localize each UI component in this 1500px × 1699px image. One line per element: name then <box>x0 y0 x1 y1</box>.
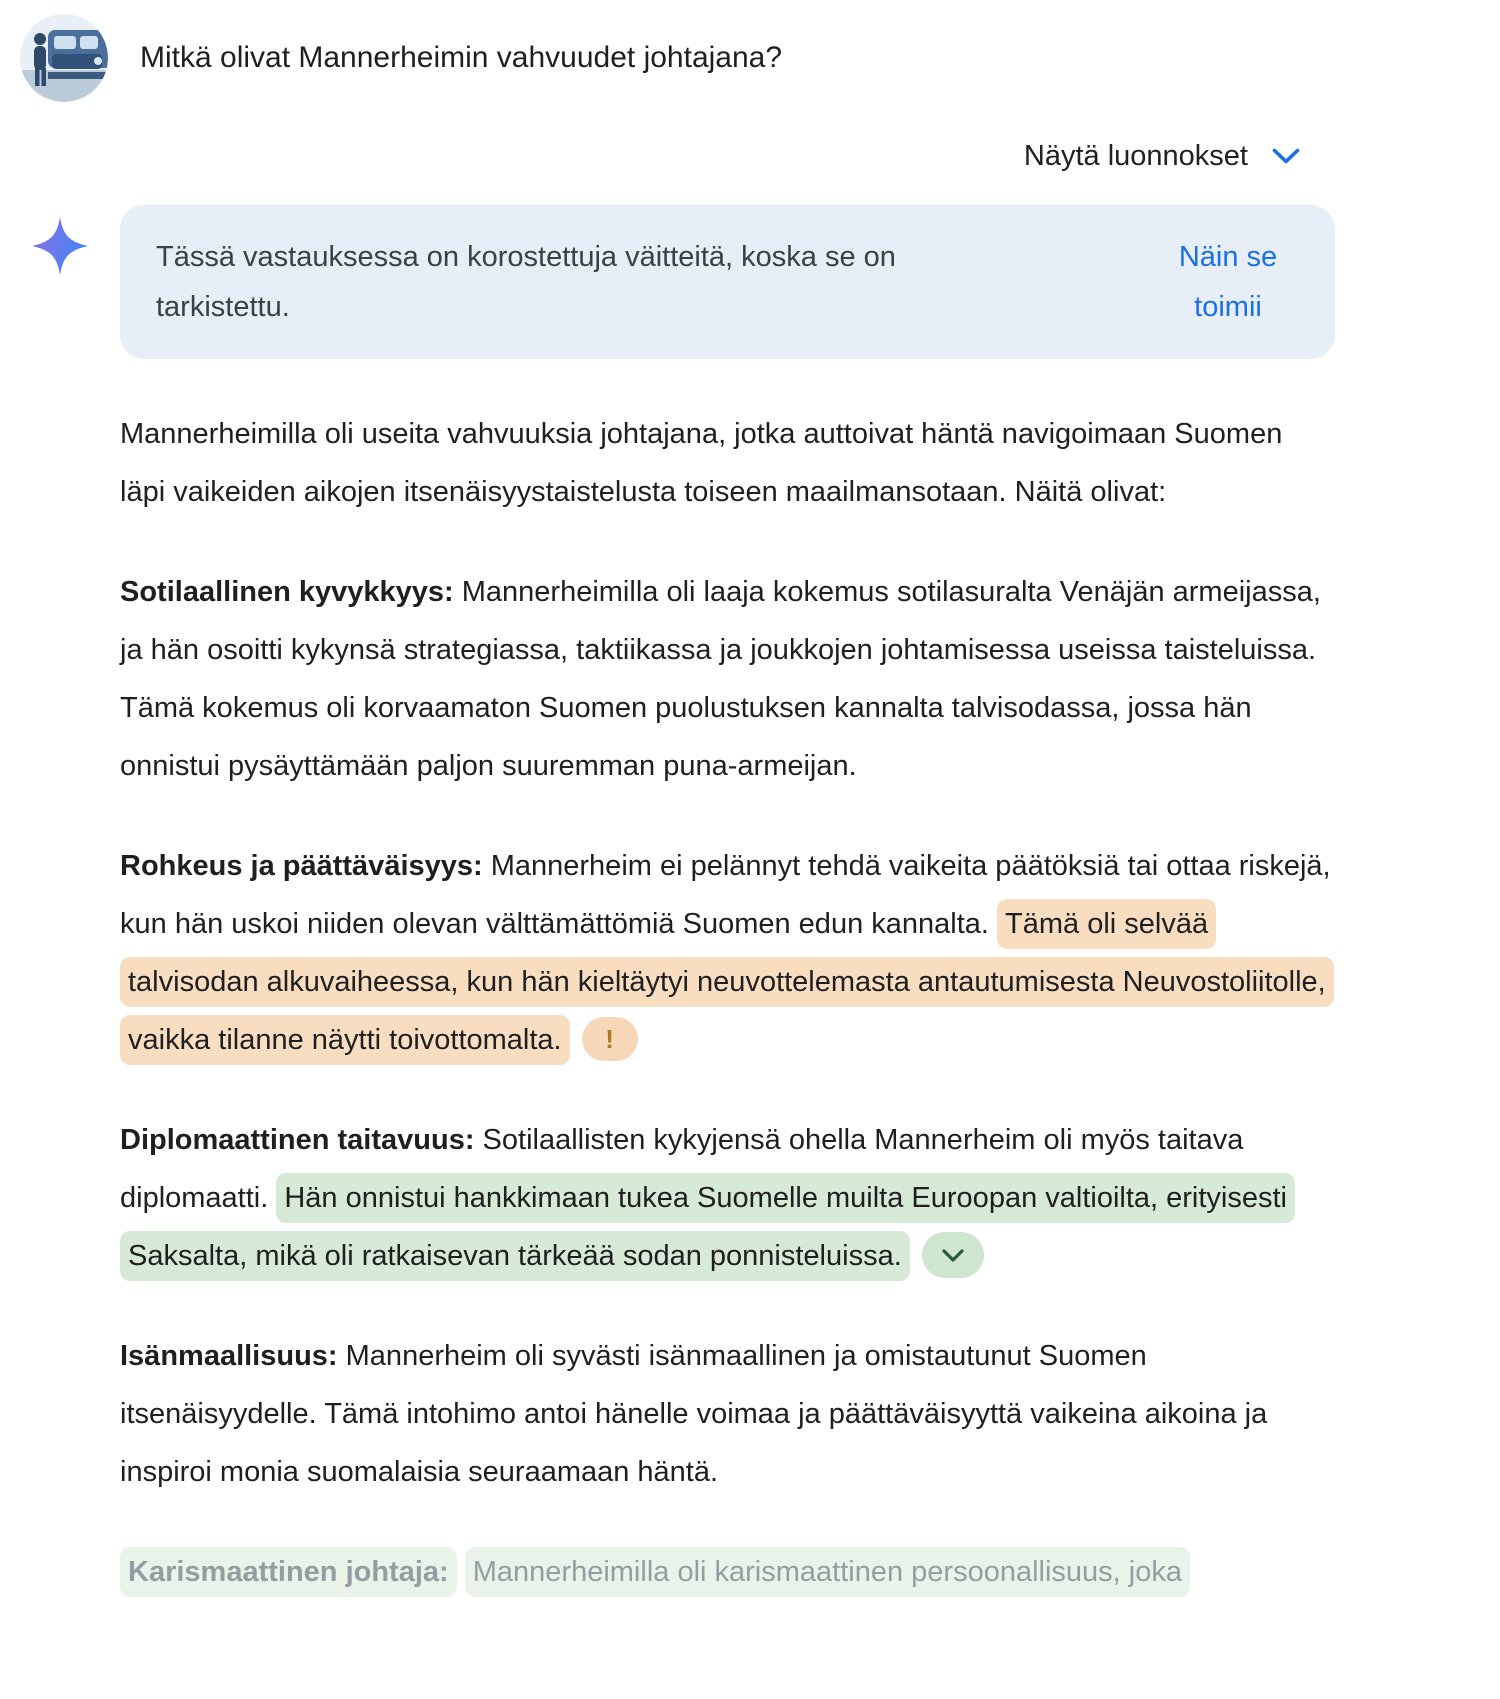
section-text: Mannerheim ei pelännyt tehdä vaikeita päätöksiä tai ottaa riskejä, kun hän uskoi niiden olevan välttämättömiä Suomen edun kannalta. <box>120 850 1331 940</box>
section-text: Mannerheimilla oli laaja kokemus sotilasuralta Venäjän armeijassa, ja hän osoitti kykynsä strategiassa, taktiikassa ja joukkojen johtamisessa useissa taisteluissa. Tämä kokemus oli korvaamaton Suomen puolustuksen kannalta talvisodassa, jossa hän onnistui pysäyttämään paljon suuremman puna-armeijan. <box>120 576 1321 782</box>
section-title-highlighted[interactable]: Karismaattinen johtaja: <box>120 1547 457 1597</box>
user-question-row <box>0 0 1500 102</box>
user-avatar <box>20 14 108 102</box>
exclamation-icon: ! <box>605 1024 614 1055</box>
sparkle-column <box>0 205 120 1601</box>
chevron-down-icon <box>942 1249 964 1262</box>
answer-body <box>120 405 1335 1601</box>
model-response-row <box>0 205 1500 1601</box>
section-military <box>120 563 1335 795</box>
highlighted-claim-warning[interactable]: Tämä oli selvää talvisodan alkuvaiheessa, kun hän kieltäytyi neuvottelemasta antautumisesta Neuvostoliitolle, vaikka tilanne näytti toivottomalta. <box>120 899 1334 1065</box>
section-title: Sotilaallinen kyvykkyys: <box>120 576 454 608</box>
fact-check-banner <box>120 205 1335 359</box>
section-diplomacy <box>120 1111 1335 1285</box>
show-drafts-button[interactable] <box>0 140 1500 173</box>
section-courage <box>120 837 1335 1069</box>
verified-badge[interactable] <box>922 1232 984 1278</box>
warning-badge[interactable] <box>582 1017 638 1061</box>
avatar-truck-photo <box>20 14 108 102</box>
section-patriotism <box>120 1327 1335 1501</box>
section-title: Rohkeus ja päättäväisyys: <box>120 850 483 882</box>
banner-message: Tässä vastauksessa on korostettuja väitteitä, koska se on tarkistettu. <box>156 241 896 323</box>
chevron-down-icon <box>1272 148 1300 165</box>
section-title: Isänmaallisuus: <box>120 1340 338 1372</box>
section-text-highlighted[interactable]: Mannerheimilla oli karismaattinen persoonallisuus, joka <box>465 1547 1190 1597</box>
user-question-text: Mitkä olivat Mannerheimin vahvuudet johtajana? <box>140 41 783 74</box>
answer-intro-paragraph <box>120 405 1335 521</box>
answer-intro-text: Mannerheimilla oli useita vahvuuksia johtajana, jotka auttoivat häntä navigoimaan Suomen läpi vaikeiden aikojen itsenäisyystaistelusta toiseen maailmansotaan. Näitä olivat: <box>120 418 1283 508</box>
response-column <box>120 205 1500 1601</box>
section-text: Sotilaallisten kykyjensä ohella Mannerheim oli myös taitava diplomaatti. <box>120 1124 1244 1214</box>
how-it-works-link[interactable]: Näin se toimii <box>1178 241 1278 323</box>
section-title: Diplomaattinen taitavuus: <box>120 1124 475 1156</box>
section-text: Mannerheim oli syvästi isänmaallinen ja omistautunut Suomen itsenäisyydelle. Tämä intohimo antoi hänelle voimaa ja päättäväisyyttä vaikeina aikoina ja inspiroi monia suomalaisia seuraamaan häntä. <box>120 1340 1268 1488</box>
show-drafts-label: Näytä luonnokset <box>1023 140 1248 172</box>
gemini-sparkle-icon <box>31 207 89 285</box>
section-charisma <box>120 1543 1335 1601</box>
highlighted-claim-verified[interactable]: Hän onnistui hankkimaan tukea Suomelle muilta Euroopan valtioilta, erityisesti Saksalta, mikä oli ratkaisevan tärkeää sodan ponnisteluissa. <box>120 1173 1295 1281</box>
